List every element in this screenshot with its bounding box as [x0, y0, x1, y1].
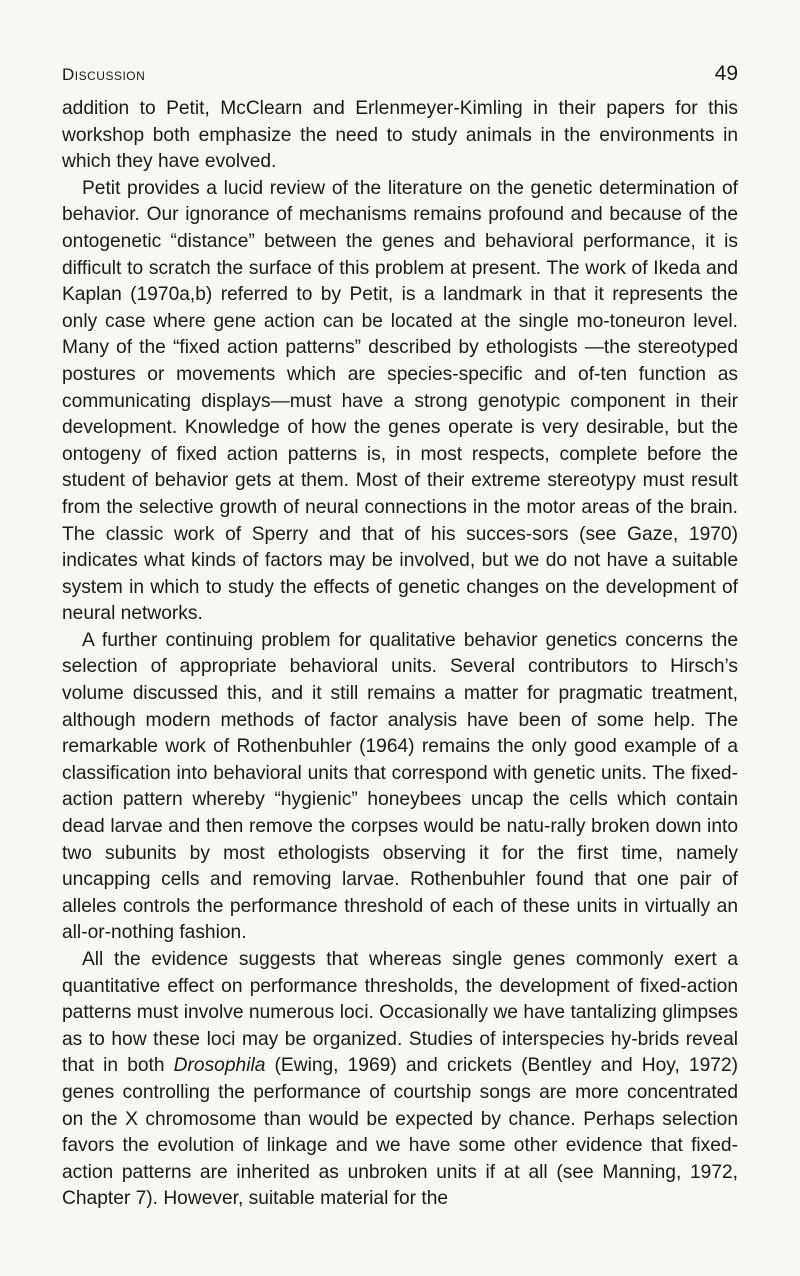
paragraph-text: Petit provides a lucid review of the literature on the genetic determination of behavior. Our ignorance of mechanisms remains profound and because of the ontogenetic “distance” between the genes and behavioral performance, it is difficult to scratch the surface of this problem at present. The work of Ikeda and Kaplan (1970a,b) referred to by Petit, is a landmark in that it represents the only case where gene action can be located at the single mo-toneuron level. Many of the “fixed action patterns” described by ethologists —the stereotyped postures or movements which are species-specific and of-ten function as communicating displays—must have a strong genotypic component in their development. Knowledge of how the genes operate is very desirable, but the ontogeny of fixed action patterns is, in most respects, complete before the student of behavior gets at them. Most of their extreme stereotypy must result from the selective growth of neural connections in the motor areas of the brain. The classic work of Sperry and that of his succes-sors (see Gaze, 1970) indicates what kinds of factors may be involved, but we do not have a suitable system in which to study the effects of genetic changes on the development of neural networks. — [62, 177, 738, 625]
paragraph-text: addition to Petit, McClearn and Erlenmeyer-Kimling in their papers for this workshop both emphasize the need to study animals in the environments in which they have evolved. — [62, 98, 738, 173]
body-text — [62, 96, 738, 1213]
paragraph — [62, 628, 738, 947]
page-number: 49 — [714, 62, 738, 85]
paragraph — [62, 947, 738, 1213]
book-page — [62, 62, 738, 1213]
running-head — [62, 62, 738, 92]
paragraph — [62, 176, 738, 628]
paragraph-text: A further continuing problem for qualitative behavior genetics concerns the selection of appropriate behavioral units. Several contributors to Hirsch’s volume discussed this, and it still remains a matter for pragmatic treatment, although modern methods of factor analysis have been of some help. The remarkable work of Rothenbuhler (1964) remains the only good example of a classification into behavioral units that correspond with genetic units. The fixed-action pattern whereby “hygienic” honeybees uncap the cells which contain dead larvae and then remove the corpses would be natu-rally broken down into two subunits by most ethologists observing it for the first time, namely uncapping cells and removing larvae. Rothenbuhler found that one pair of alleles controls the performance threshold of each of these units in virtually an all-or-nothing fashion. — [62, 629, 738, 944]
paragraph-text: All the evidence suggests that whereas single genes commonly exert a quantitative effect on performance thresholds, the development of fixed-action patterns must involve numerous loci. Occasionally we have tantalizing glimpses as to how these loci may be organized. Studies of interspecies hy-brids reveal that in both — [62, 949, 738, 1077]
section-title: Discussion — [62, 65, 146, 84]
paragraph-text: (Ewing, 1969) and crickets (Bentley and Hoy, 1972) genes controlling the performance of courtship songs are more concentrated on the X chromosome than would be expected by chance. Perhaps selection favors the evolution of linkage and we have some other evidence that fixed-action patterns are inherited as unbroken units if at all (see Manning, 1972, Chapter 7). However, suitable material for the — [62, 1055, 739, 1210]
paragraph — [62, 96, 738, 176]
italic-text: Drosophila — [173, 1055, 266, 1077]
